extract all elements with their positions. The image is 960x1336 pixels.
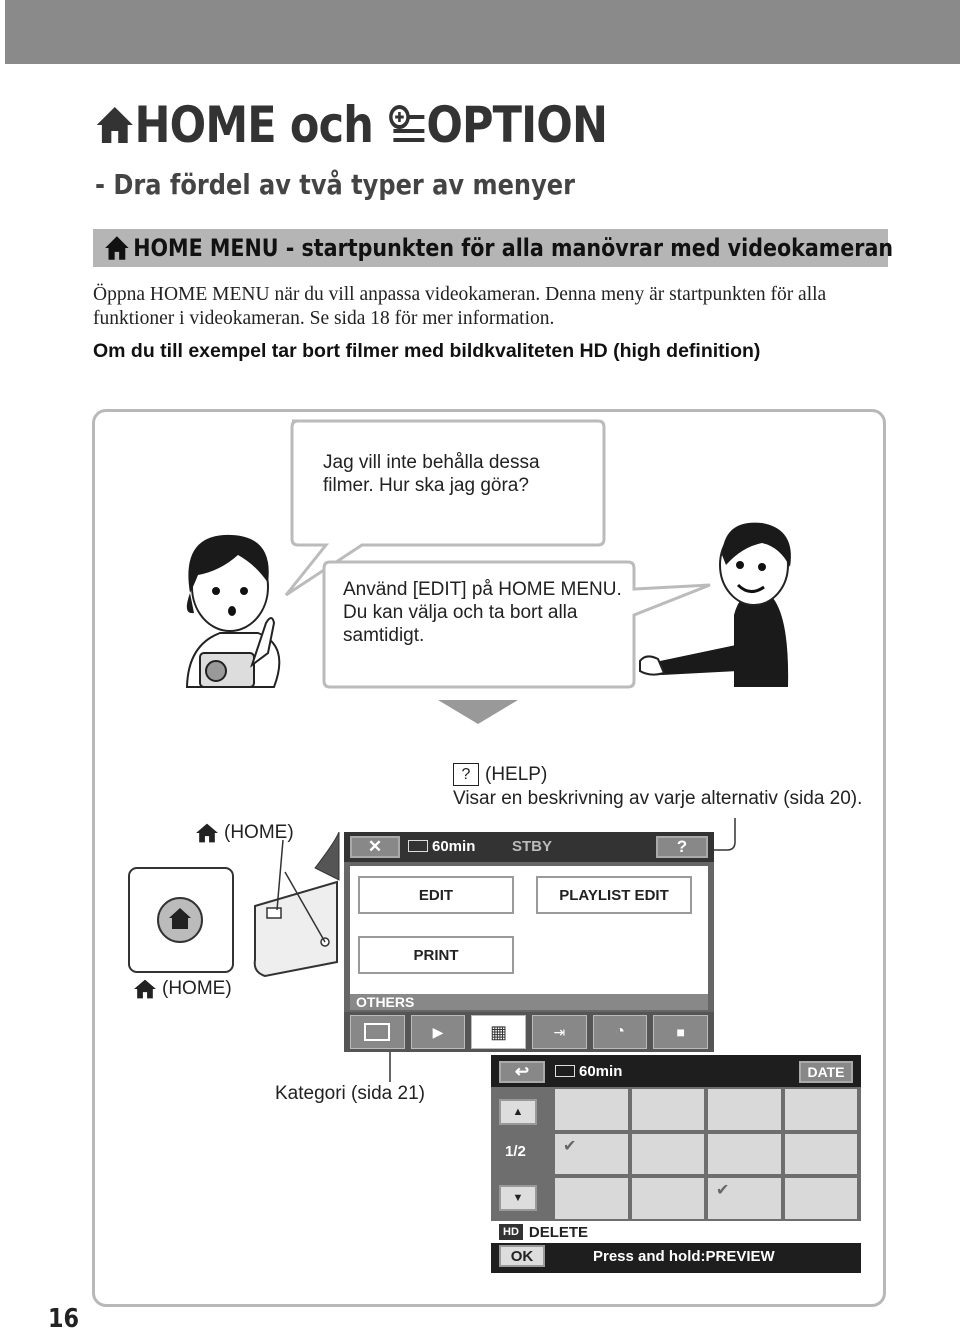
hd-badge: HD <box>499 1224 523 1240</box>
arrow-down-icon <box>438 700 518 726</box>
thumbnail-cell[interactable] <box>708 1134 781 1175</box>
bubble-line: samtidigt. <box>343 625 425 646</box>
back-button[interactable]: ↩ <box>499 1061 545 1083</box>
page-indicator: 1/2 <box>505 1143 526 1160</box>
home-label-text: (HOME) <box>162 978 232 999</box>
thumbnail-cell[interactable] <box>632 1089 705 1130</box>
check-icon: ✔ <box>563 1137 577 1155</box>
delete-screen <box>491 1055 861 1273</box>
status-text: STBY <box>512 838 553 855</box>
thumbnail-cell[interactable] <box>632 1134 705 1175</box>
question-text <box>323 451 540 497</box>
delete-title-bar <box>491 1221 861 1243</box>
disc-icon: ◔ <box>615 1023 625 1040</box>
category-tabs <box>344 1012 714 1052</box>
page-subtitle: - Dra fördel av två typer av menyer <box>95 168 575 201</box>
help-box-icon: ? <box>453 763 479 786</box>
page-up-button[interactable] <box>499 1099 537 1125</box>
delete-title: DELETE <box>528 1223 589 1241</box>
check-icon: ✔ <box>716 1182 730 1200</box>
bubble-line: Använd [EDIT] på HOME MENU. <box>343 579 622 600</box>
home-icon <box>133 978 157 1000</box>
woman-figure <box>187 535 280 687</box>
thumbnail-cell[interactable] <box>555 1178 628 1219</box>
print-button[interactable]: PRINT <box>358 936 514 974</box>
option-icon <box>388 105 426 145</box>
category-label: Kategori (sida 21) <box>275 1083 425 1104</box>
battery-time: 60min <box>579 1063 623 1080</box>
edit-button[interactable]: EDIT <box>358 876 514 914</box>
home-label-text: (HOME) <box>224 822 294 843</box>
help-description: Visar en beskrivning av varje alternativ (sida 20). <box>453 788 863 809</box>
bubble-line: filmer. Hur ska jag göra? <box>323 475 529 496</box>
top-banner <box>5 0 960 64</box>
page-number: 16 <box>48 1304 80 1334</box>
battery-time: 60min <box>432 838 476 855</box>
category-title: OTHERS <box>350 994 708 1010</box>
page-title <box>95 94 607 156</box>
category-tab-settings[interactable] <box>653 1015 708 1049</box>
category-leader-line <box>380 1052 400 1082</box>
triangle-down-icon: ▼ <box>512 1192 524 1204</box>
intro-paragraph <box>93 283 893 331</box>
category-tab-view[interactable] <box>411 1015 466 1049</box>
home-icon <box>104 235 130 261</box>
section-heading <box>104 231 893 265</box>
triangle-up-icon: ▲ <box>512 1106 524 1118</box>
title-option-text: OPTION <box>426 96 608 154</box>
ok-button[interactable]: OK <box>499 1245 545 1267</box>
category-tab-media[interactable] <box>593 1015 648 1049</box>
help-button[interactable]: ? <box>656 836 708 858</box>
thumbnail-cell[interactable] <box>555 1134 628 1175</box>
thumbnail-cell[interactable] <box>632 1178 705 1219</box>
paragraph-line: Öppna HOME MENU när du vill anpassa videokameran. Denna meny är startpunkten för alla <box>93 284 827 305</box>
battery-icon <box>408 840 428 852</box>
home-label-bottom <box>133 978 232 1000</box>
thumbnail-cell[interactable] <box>708 1178 781 1219</box>
category-tab-manage[interactable] <box>532 1015 587 1049</box>
category-tab-shoot[interactable] <box>350 1015 405 1049</box>
transfer-icon: ⇥ <box>553 1023 566 1040</box>
playlist-edit-button[interactable]: PLAYLIST EDIT <box>536 876 692 914</box>
thumbnail-cell[interactable] <box>555 1089 628 1130</box>
thumbnail-cell[interactable] <box>785 1178 858 1219</box>
section-heading-text: HOME MENU - startpunkten för alla manövrar med videokameran <box>133 234 894 262</box>
bubble-line: Jag vill inte behålla dessa <box>323 452 540 473</box>
thumbnail-cell[interactable] <box>785 1089 858 1130</box>
camera-illustration <box>125 832 345 982</box>
paragraph-line: funktioner i videokameran. Se sida 18 för mer information. <box>93 308 555 329</box>
battery-icon <box>555 1065 575 1077</box>
play-icon: ▶ <box>432 1023 444 1040</box>
category-tab-others[interactable] <box>471 1015 526 1049</box>
camera-icon <box>364 1023 390 1041</box>
date-button[interactable]: DATE <box>799 1061 853 1083</box>
thumbnail-grid <box>555 1089 857 1219</box>
home-menu-screen <box>344 832 714 1052</box>
preview-hint: Press and hold:PREVIEW <box>593 1248 775 1265</box>
bubble-line: Du kan välja och ta bort alla <box>343 602 578 623</box>
thumbnail-cell[interactable] <box>708 1089 781 1130</box>
title-home-text: HOME och <box>134 96 374 154</box>
thumbnail-cell[interactable] <box>785 1134 858 1175</box>
help-label <box>453 763 547 786</box>
grid-icon: ▦ <box>490 1021 508 1042</box>
help-label-text: (HELP) <box>485 763 548 785</box>
page-down-button[interactable] <box>499 1185 537 1211</box>
close-button[interactable]: ✕ <box>350 836 400 858</box>
home-icon <box>95 105 135 145</box>
toolbox-icon: ■ <box>676 1024 685 1040</box>
answer-text <box>343 578 622 647</box>
example-heading: Om du till exempel tar bort filmer med bildkvaliteten HD (high definition) <box>93 340 761 362</box>
